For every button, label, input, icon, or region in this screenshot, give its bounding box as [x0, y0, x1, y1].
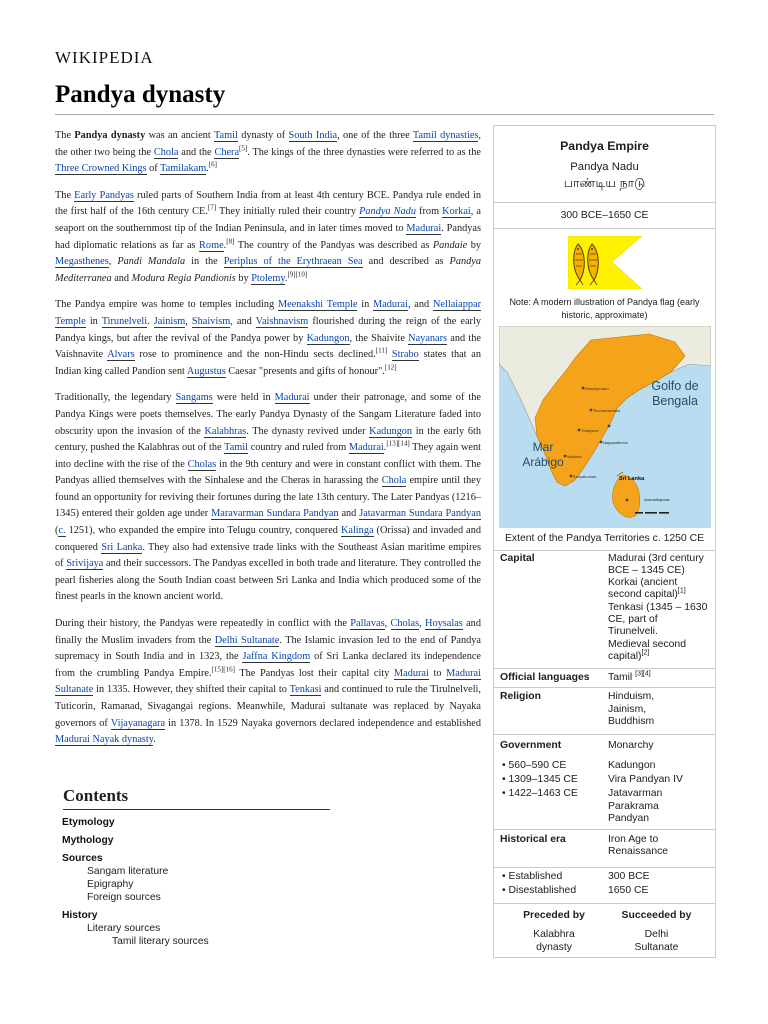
text: , — [419, 618, 426, 630]
link-shaivism[interactable]: Shaivism — [191, 315, 231, 327]
link-chera[interactable]: Chera — [214, 146, 240, 158]
divider — [494, 228, 715, 229]
succession-values — [494, 921, 715, 954]
text: , one of the three — [337, 130, 413, 141]
text: and the Vaishnavite — [55, 332, 482, 361]
citation[interactable]: [8] — [226, 237, 235, 246]
label-disestablished: • Disestablished — [502, 885, 577, 897]
text: and their successors. The Pandyas excelled in both trade and literature. They controlled the pearl fisheries along the South Indian coast between Sri Lanka and India which produced some of the finest pearls in the known ancient world. — [55, 558, 481, 603]
link-cholas[interactable]: Cholas — [187, 458, 217, 470]
infobox — [493, 125, 716, 958]
paragraph-religion — [55, 297, 481, 380]
paragraph-decline — [55, 616, 481, 749]
italic-term: Pandi Mandala — [117, 256, 186, 268]
text: in the — [185, 256, 224, 268]
ruler-row — [494, 787, 715, 826]
citation[interactable]: [5] — [239, 144, 248, 153]
text: . — [284, 272, 288, 284]
link-megasthenes[interactable]: Megasthenes — [55, 256, 109, 268]
toc-item-sources[interactable]: Sources — [62, 853, 103, 864]
svg-text:Madurai: Madurai — [567, 454, 582, 459]
text: in — [85, 315, 102, 327]
link-kadungon[interactable]: Kadungon — [369, 425, 413, 437]
row-languages — [494, 669, 715, 687]
text: of — [146, 163, 161, 175]
text: to — [428, 667, 447, 679]
text: in 1378. In 1529 Nayaka governors declared independence and established — [165, 717, 482, 729]
citation[interactable]: [11] — [375, 346, 388, 355]
text: states that an Indian king called Pandion sent — [55, 349, 481, 377]
infobox-native-name: Pandya Nadu — [570, 161, 639, 173]
toc-title: Contents — [63, 786, 330, 810]
text: and finally the Muslim invaders from the — [55, 618, 481, 646]
citation[interactable]: [3][4] — [635, 670, 651, 678]
toc-item-foreign-sources[interactable]: Foreign sources — [87, 892, 161, 903]
link-pallavas[interactable]: Pallavas — [350, 618, 385, 630]
label-government: Government — [500, 740, 562, 752]
text: . — [206, 163, 209, 175]
toc-item-etymology[interactable]: Etymology — [62, 817, 115, 828]
row-era — [494, 830, 715, 862]
link-ptolemy[interactable]: Ptolemy — [251, 272, 285, 284]
ruler-row — [494, 773, 715, 787]
link-kalabhras[interactable]: Kalabhras — [204, 425, 247, 437]
toc-item-tamil-literary-sources[interactable]: Tamil literary sources — [112, 936, 209, 947]
link-maravarman-sundara-pandyan[interactable]: Maravarman Sundara Pandyan — [211, 508, 339, 520]
flag-caption: Note: A modern illustration of Pandya flag (early historic, approximate) — [509, 297, 700, 320]
text: Caesar "presents and gifts of honour". — [225, 365, 385, 377]
toc-item-mythology[interactable]: Mythology — [62, 835, 114, 846]
map-label-gulf: Golfo de Bengala — [651, 379, 699, 408]
link-pandya-nadu[interactable]: Pandya Nadu — [359, 206, 416, 218]
value-era: Iron Age to Renaissance — [608, 834, 669, 858]
wikipedia-wordmark[interactable]: WIKIPEDIA — [55, 48, 154, 67]
ruler-period: • 1309–1345 CE — [502, 773, 578, 785]
text: was an ancient — [145, 130, 214, 141]
ruler-period: • 560–590 CE — [502, 759, 567, 771]
text: and continued to rule the Tirulnelveli, Tuticorin, Ramanad, Sivagangai regions. Meanwhile, Madurai sultanate was replaced by Nayaka governors of — [55, 684, 481, 729]
text: . The Islamic invasion led to the end of Pandya supremacy in South India and in 1323, the — [55, 634, 481, 663]
label-established: • Established — [502, 870, 563, 882]
link-three-crowned-kings[interactable]: Three Crowned Kings — [55, 163, 147, 175]
row-capital — [494, 551, 715, 667]
ruler-name: Vira Pandyan IV — [608, 773, 683, 785]
link-madurai[interactable]: Madurai — [373, 299, 408, 311]
text: . — [383, 442, 387, 454]
text: . The kings of the three dynasties were referred to as the — [247, 146, 481, 158]
link-jainism[interactable]: Jainism — [153, 315, 186, 327]
map-label-sri-lanka: Sri Lanka — [619, 476, 645, 482]
text: The Pandyas lost their capital city — [234, 667, 394, 679]
link-tamilakam[interactable]: Tamilakam — [160, 163, 207, 175]
paragraph-early — [55, 188, 481, 288]
link-korkai[interactable]: Korkai — [442, 206, 471, 218]
pandya-flag[interactable] — [568, 236, 642, 289]
svg-text:Thanjavur: Thanjavur — [581, 428, 599, 433]
text: ( — [55, 525, 59, 537]
text: and — [111, 272, 132, 284]
text: , and — [407, 299, 433, 311]
label-succeeded-by: Succeeded by — [621, 910, 692, 922]
text: in the early 6th century, pushed the Kalabhras out of the — [55, 425, 481, 454]
text: by — [467, 239, 482, 251]
article-body — [55, 128, 481, 759]
language-tamil: Tamil — [608, 672, 636, 684]
text: , the Shaivite — [349, 332, 409, 344]
italic-term: Pandaie — [432, 239, 468, 251]
link-madurai[interactable]: Madurai — [393, 667, 429, 679]
svg-text:Kanchipuram: Kanchipuram — [585, 386, 609, 391]
link-madurai-nayak-dynasty[interactable]: Madurai Nayak dynasty — [55, 734, 154, 746]
link-jatavarman-sundara-pandyan[interactable]: Jatavarman Sundara Pandyan — [359, 508, 481, 520]
text: dynasty of — [237, 130, 289, 141]
toc-item-epigraphy[interactable]: Epigraphy — [87, 879, 134, 890]
text: under their patronage, and some of the Pandya Kings were poets themselves. The early Pandya Dynasty of the Sangam Literature faded into obscurity upon the invasion of the — [55, 392, 481, 437]
link-tamil[interactable]: Tamil — [224, 442, 249, 454]
text: from — [415, 206, 443, 218]
text: 1251), who expanded the empire into Telugu country, conquered — [65, 525, 341, 537]
ruler-name: Jatavarman Parakrama Pandyan — [608, 788, 663, 824]
text: Traditionally, the legendary — [55, 392, 176, 404]
text: . The dynasty revived under — [246, 425, 370, 437]
text: and the — [178, 146, 215, 158]
text: country and ruled from — [248, 442, 349, 454]
link-tirunelveli[interactable]: Tirunelveli — [101, 315, 148, 327]
value-religion: Hinduism, Jainism, Buddhism — [608, 691, 655, 728]
toc-item-history[interactable]: History — [62, 910, 98, 921]
text: . — [153, 734, 156, 746]
toc-item-literary-sources[interactable]: Literary sources — [87, 923, 161, 934]
label-languages: Official languages — [500, 672, 590, 684]
infobox-tamil-name: பாண்டிய நாடு — [563, 176, 646, 190]
link-delhi-sultanate[interactable]: Delhi Sultanate — [634, 929, 679, 953]
label-preceded-by: Preceded by — [523, 910, 585, 922]
text: . — [223, 239, 227, 251]
text: were held in — [212, 392, 275, 404]
text: rose to prominence and the non-Hindu sects declined. — [134, 349, 376, 361]
citation[interactable]: [7] — [207, 203, 217, 212]
text: , the other two being the — [55, 130, 481, 158]
text: . They also had extensive trade links with the Southeast Asian maritime empires of — [55, 541, 481, 570]
link-circa[interactable]: c. — [58, 525, 66, 537]
text: and — [338, 508, 360, 520]
svg-text:Tiruvannamalai: Tiruvannamalai — [593, 408, 621, 413]
table-of-contents — [55, 786, 330, 948]
text: . Pandyas had diplomatic relations as far as — [55, 222, 481, 251]
link-nellaiappar-temple[interactable]: Nellaiappar Temple — [55, 299, 481, 327]
link-south-india[interactable]: South India — [288, 130, 338, 141]
label-religion: Religion — [500, 691, 541, 703]
link-kalinga[interactable]: Kalinga — [340, 525, 374, 537]
paragraph-sangam — [55, 390, 481, 606]
text: , a seaport on the southernmost tip of the Indian Peninsula, and in later times moved to — [55, 206, 482, 234]
value-disestablished: 1650 CE — [608, 885, 649, 897]
text: , — [108, 256, 118, 268]
text: empire until they found an opportunity for reviving their fortunes during the late 13th century. The Later Pandyas (1216–1345) entered their golden age under — [55, 475, 481, 520]
citation[interactable]: [2] — [641, 649, 650, 657]
row-disestablished — [494, 884, 715, 898]
link-nayanars[interactable]: Nayanars — [408, 332, 448, 344]
text: , — [185, 315, 192, 327]
citation[interactable]: [15][16] — [211, 665, 235, 674]
paragraph-intro — [55, 128, 481, 178]
map-label-sea: Mar Arábigo — [522, 440, 564, 469]
value-languages — [608, 672, 709, 684]
citation[interactable]: [12] — [384, 363, 397, 372]
text: of Sri Lanka declared its independence from the crumbling Pandya Empire. — [55, 651, 481, 679]
capital-tenkasi: Tenkasi (1345 – 1630 CE, part of Tirunelveli. — [608, 601, 708, 638]
link-cholas[interactable]: Cholas — [390, 618, 420, 630]
label-capital: Capital — [500, 552, 535, 564]
text: . — [147, 315, 154, 327]
link-madurai[interactable]: Madurai — [348, 442, 384, 454]
italic-term: Modura Regia Pandionis — [131, 272, 236, 284]
text: in the 9th century and were in constant conflict with them. The Pandyas allied themselves with the Sinhalese and the Cheras in harassing the — [55, 458, 481, 487]
pandya-flag-image — [568, 236, 642, 289]
link-early-pandyas[interactable]: Early Pandyas — [74, 189, 134, 201]
citation[interactable]: [13][14] — [386, 439, 410, 448]
text: in 1335. However, they shifted their capital to — [93, 684, 290, 696]
ruler-period: • 1422–1463 CE — [502, 788, 578, 800]
infobox-title: Pandya Empire — [560, 139, 649, 153]
text: (Orissa) and invaded and conquered — [55, 525, 481, 553]
ruler-row — [494, 759, 715, 773]
link-chola[interactable]: Chola — [381, 475, 407, 487]
text: in — [357, 299, 374, 311]
link-madurai-sultanate[interactable]: Madurai Sultanate — [55, 667, 481, 696]
link-alvars[interactable]: Alvars — [107, 349, 135, 361]
link-tamil-dynasties[interactable]: Tamil dynasties — [412, 130, 479, 141]
link-kalabhra-dynasty[interactable]: Kalabhra dynasty — [533, 929, 575, 953]
infobox-period: 300 BCE–1650 CE — [560, 210, 649, 221]
text: flourished during the reign of the early Pandya kings, but after the revival of the Pandya power by — [55, 315, 481, 344]
text: The — [55, 189, 75, 201]
succession-header — [494, 904, 715, 921]
ruler-name: Kadungon — [608, 759, 656, 771]
title-divider — [55, 114, 714, 115]
text: by — [235, 272, 252, 284]
value-capital — [608, 553, 709, 664]
text: and described as — [362, 256, 450, 268]
citation[interactable]: [6] — [208, 160, 217, 169]
svg-text:Nagapattinam: Nagapattinam — [603, 440, 628, 445]
link-madurai[interactable]: Madurai — [406, 222, 442, 234]
link-kadungon[interactable]: Kadungon — [306, 332, 350, 344]
text: They again went into decline with the rise of the — [55, 442, 481, 470]
link-meenakshi-temple[interactable]: Meenakshi Temple — [277, 299, 358, 311]
bold-term: Pandya dynasty — [74, 130, 146, 141]
capital-korkai: Korkai (ancient second capital) — [608, 577, 678, 601]
link-srivijaya[interactable]: Srivijaya — [66, 558, 104, 570]
text: , and — [230, 315, 256, 327]
link-chola[interactable]: Chola — [153, 146, 179, 158]
page-title: Pandya dynasty — [55, 81, 226, 108]
text: During their history, the Pandyas were repeatedly in conflict with the — [55, 618, 351, 630]
text: The Pandya empire was home to temples including — [55, 299, 278, 311]
link-tamil[interactable]: Tamil — [213, 130, 238, 141]
text: ruled parts of Southern India from at least 4th century BCE. Pandya rule ended in the first half of the 16th century CE. — [55, 189, 481, 218]
svg-text:Anuradhapura: Anuradhapura — [644, 497, 670, 502]
link-augustus[interactable]: Augustus — [186, 365, 226, 377]
territory-map-image — [499, 326, 711, 528]
toc-item-sangam-literature[interactable]: Sangam literature — [87, 866, 169, 877]
text: The — [55, 130, 75, 141]
toc-list — [55, 816, 330, 948]
link-hoysalas[interactable]: Hoysalas — [425, 618, 463, 630]
value-government: Monarchy — [608, 740, 654, 752]
link-periplus[interactable]: Periplus of the Erythraean Sea — [223, 256, 363, 268]
link-sangams[interactable]: Sangams — [175, 392, 213, 404]
citation[interactable]: [1] — [677, 587, 686, 595]
territory-map[interactable] — [499, 326, 711, 528]
link-sri-lanka[interactable]: Sri Lanka — [101, 541, 143, 553]
row-government — [494, 735, 715, 755]
text: They initially ruled their country — [216, 206, 360, 218]
link-strabo[interactable]: Strabo — [391, 349, 419, 361]
capital-medieval: Medieval second capital) — [608, 638, 686, 662]
link-tenkasi[interactable]: Tenkasi — [289, 684, 322, 696]
link-vijayanagara[interactable]: Vijayanagara — [110, 717, 166, 729]
text: , — [384, 618, 391, 630]
citation[interactable]: [9][10] — [287, 270, 308, 279]
row-established — [494, 868, 715, 884]
row-religion — [494, 688, 715, 731]
link-vaishnavism[interactable]: Vaishnavism — [255, 315, 309, 327]
map-caption: Extent of the Pandya Territories c. 1250 CE — [504, 533, 705, 544]
svg-text:Kanyakumari: Kanyakumari — [573, 474, 597, 479]
label-era: Historical era — [500, 834, 566, 846]
link-rome[interactable]: Rome — [199, 239, 224, 251]
link-jaffna-kingdom[interactable]: Jaffna Kingdom — [242, 651, 311, 663]
link-delhi-sultanate[interactable]: Delhi Sultanate — [214, 634, 280, 646]
italic-term: Pandya Mediterranea — [55, 256, 481, 284]
capital-madurai: Madurai (3rd century BCE – 1345 CE) — [608, 552, 704, 576]
value-established: 300 BCE — [608, 870, 650, 882]
text: The country of the Pandyas was described as — [234, 239, 433, 251]
link-madurai[interactable]: Madurai — [274, 392, 310, 404]
